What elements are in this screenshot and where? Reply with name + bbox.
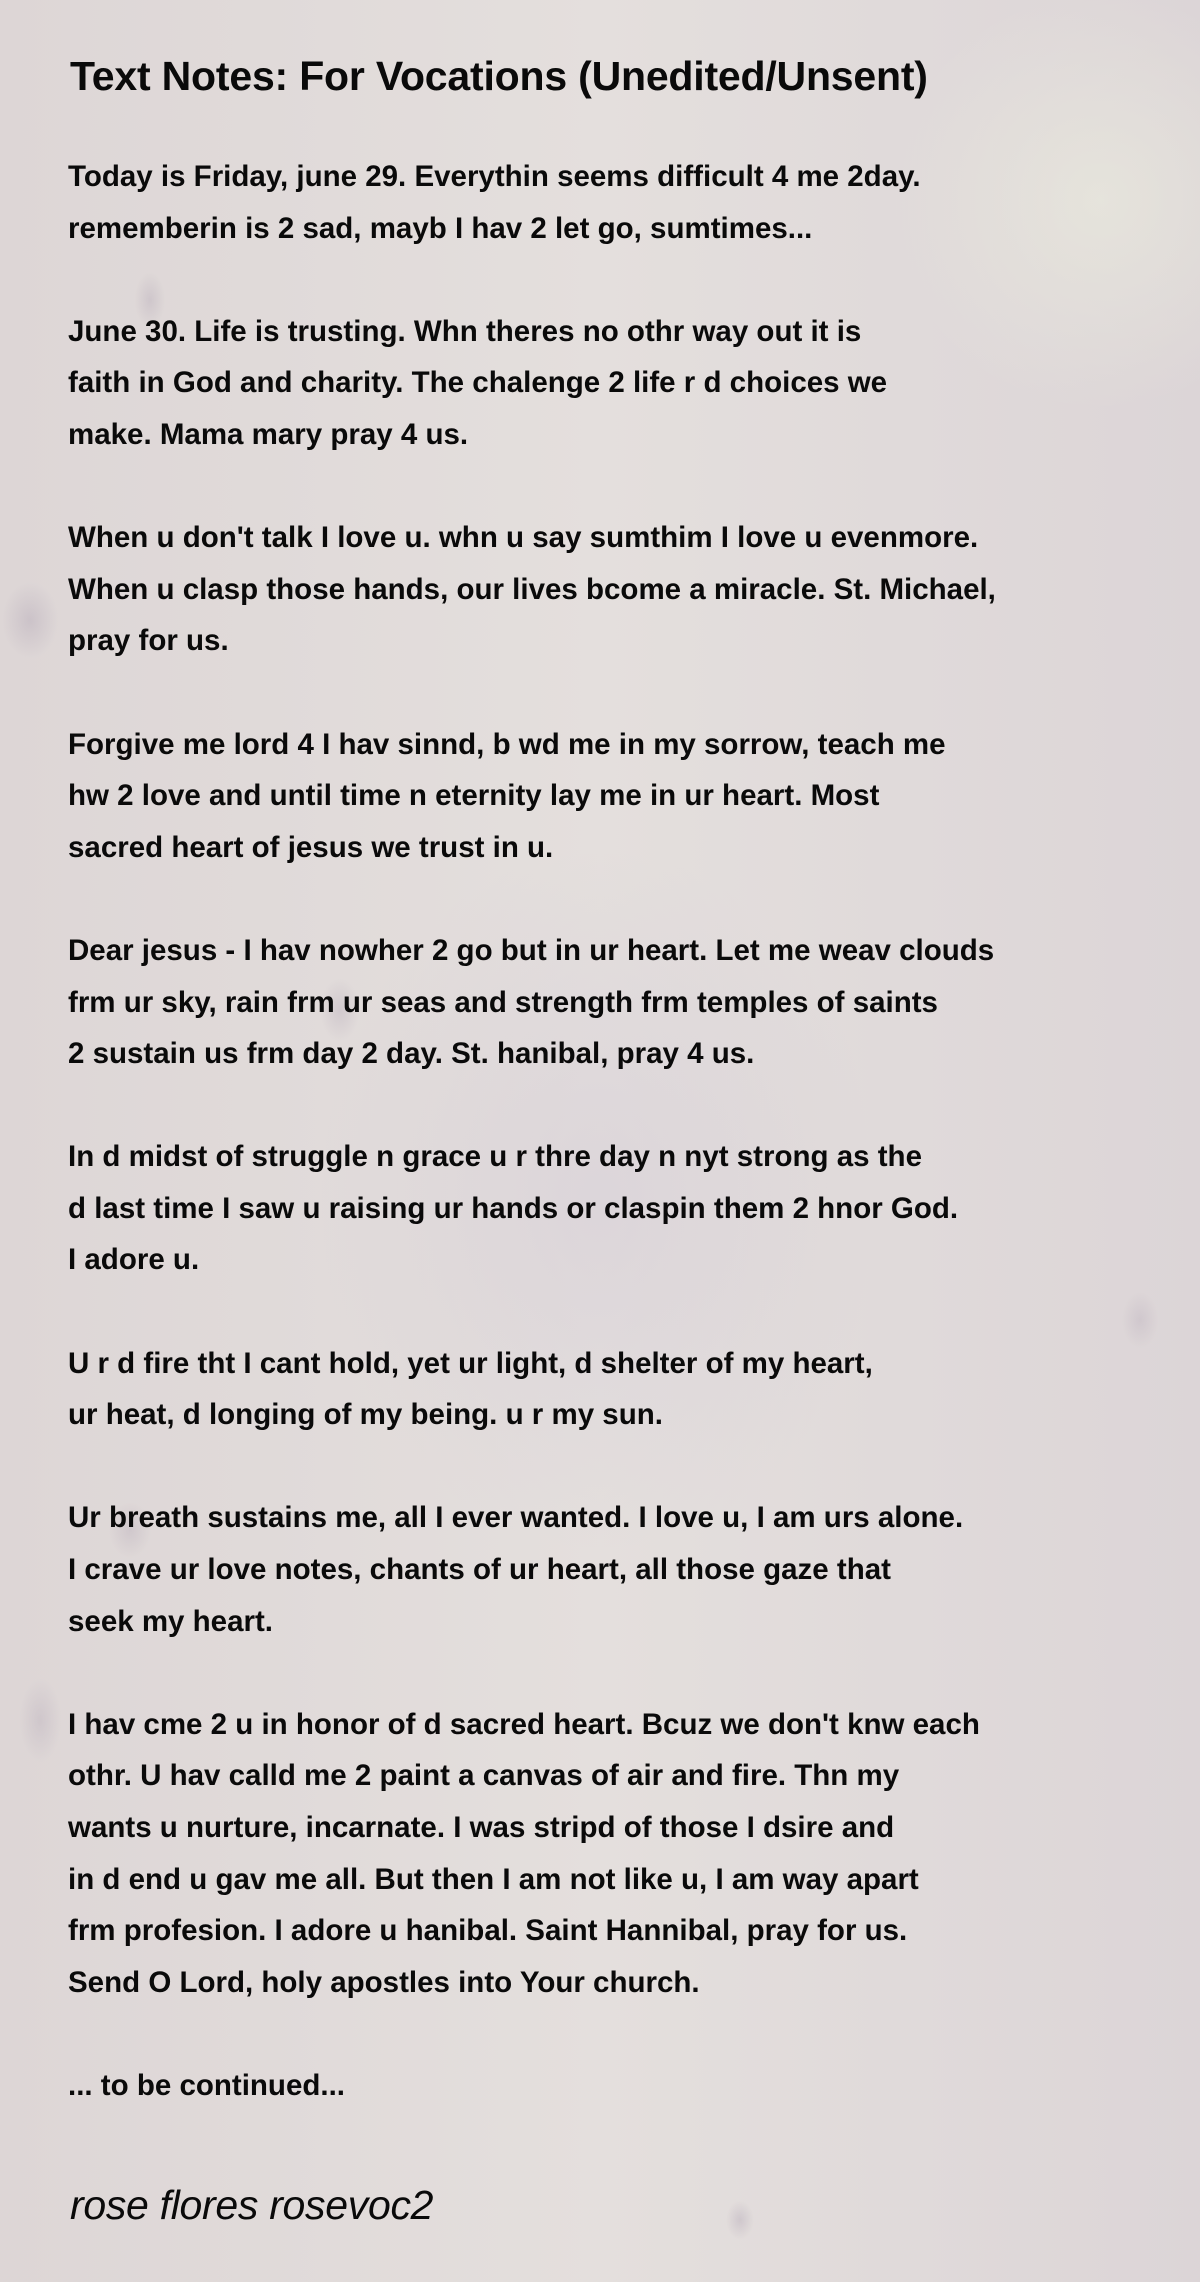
poem-line: I crave ur love notes, chants of ur heart, all those gaze that	[68, 1553, 891, 1587]
poem-line: sacred heart of jesus we trust in u.	[68, 830, 554, 864]
poem-line: make. Mama mary pray 4 us.	[68, 417, 469, 451]
poem-line: I adore u.	[68, 1243, 200, 1277]
poem-line: June 30. Life is trusting. Whn theres no othr way out it is	[68, 314, 862, 348]
stanza-4	[68, 719, 996, 874]
poem-body	[68, 151, 996, 2112]
poem-line: frm ur sky, rain frm ur seas and strength frm temples of saints	[68, 985, 938, 1019]
poem-line: Today is Friday, june 29. Everythin seems difficult 4 me 2day.	[68, 160, 921, 193]
stanza-7	[68, 1338, 996, 1441]
poem-line: Send O Lord, holy apostles into Your church.	[68, 1965, 700, 1999]
author-signature: rose flores rosevoc2	[70, 2182, 434, 2228]
stanza-8	[68, 1492, 996, 1647]
stanza-1	[68, 151, 996, 254]
stanza-3	[68, 512, 996, 667]
poem-line: 2 sustain us frm day 2 day. St. hanibal, pray 4 us.	[68, 1037, 755, 1071]
stanza-9	[68, 1699, 996, 2009]
stanza-2	[68, 306, 996, 461]
poem-line: Ur breath sustains me, all I ever wanted. I love u, I am urs alone.	[68, 1501, 964, 1535]
poem-title: Text Notes: For Vocations (Unedited/Unsent)	[70, 53, 928, 99]
poem-line: othr. U hav calld me 2 paint a canvas of air and fire. Thn my	[68, 1759, 900, 1793]
poem-line: in d end u gav me all. But then I am not like u, I am way apart	[68, 1862, 919, 1896]
to-be-continued	[68, 2060, 996, 2112]
poem-line: Forgive me lord 4 I hav sinnd, b wd me in my sorrow, teach me	[68, 727, 946, 761]
poem-line: ur heat, d longing of my being. u r my sun.	[68, 1398, 663, 1432]
poem-line: In d midst of struggle n grace u r thre day n nyt strong as the	[68, 1140, 922, 1174]
stanza-5	[68, 925, 996, 1080]
poem-line: faith in God and charity. The chalenge 2 life r d choices we	[68, 366, 888, 400]
poem-line: pray for us.	[68, 624, 229, 658]
poem-line: frm profesion. I adore u hanibal. Saint Hannibal, pray for us.	[68, 1914, 908, 1948]
poem-line: rememberin is 2 sad, mayb I hav 2 let go, sumtimes...	[68, 211, 813, 245]
poem-line: hw 2 love and until time n eternity lay me in ur heart. Most	[68, 779, 880, 813]
poem-line: U r d fire tht I cant hold, yet ur light, d shelter of my heart,	[68, 1346, 873, 1380]
poem-line: When u don't talk I love u. whn u say sumthim I love u evenmore.	[68, 521, 979, 555]
continued-text: ... to be continued...	[68, 2068, 345, 2102]
poem-line: d last time I saw u raising ur hands or claspin them 2 hnor God.	[68, 1191, 959, 1225]
poem-line: seek my heart.	[68, 1604, 273, 1638]
poem-line: wants u nurture, incarnate. I was stripd of those I dsire and	[68, 1811, 895, 1844]
poem-line: I hav cme 2 u in honor of d sacred heart. Bcuz we don't knw each	[68, 1707, 980, 1741]
poem-line: When u clasp those hands, our lives bcome a miracle. St. Michael,	[68, 572, 996, 606]
poem-line: Dear jesus - I hav nowher 2 go but in ur heart. Let me weav clouds	[68, 933, 995, 967]
stanza-6	[68, 1131, 996, 1286]
